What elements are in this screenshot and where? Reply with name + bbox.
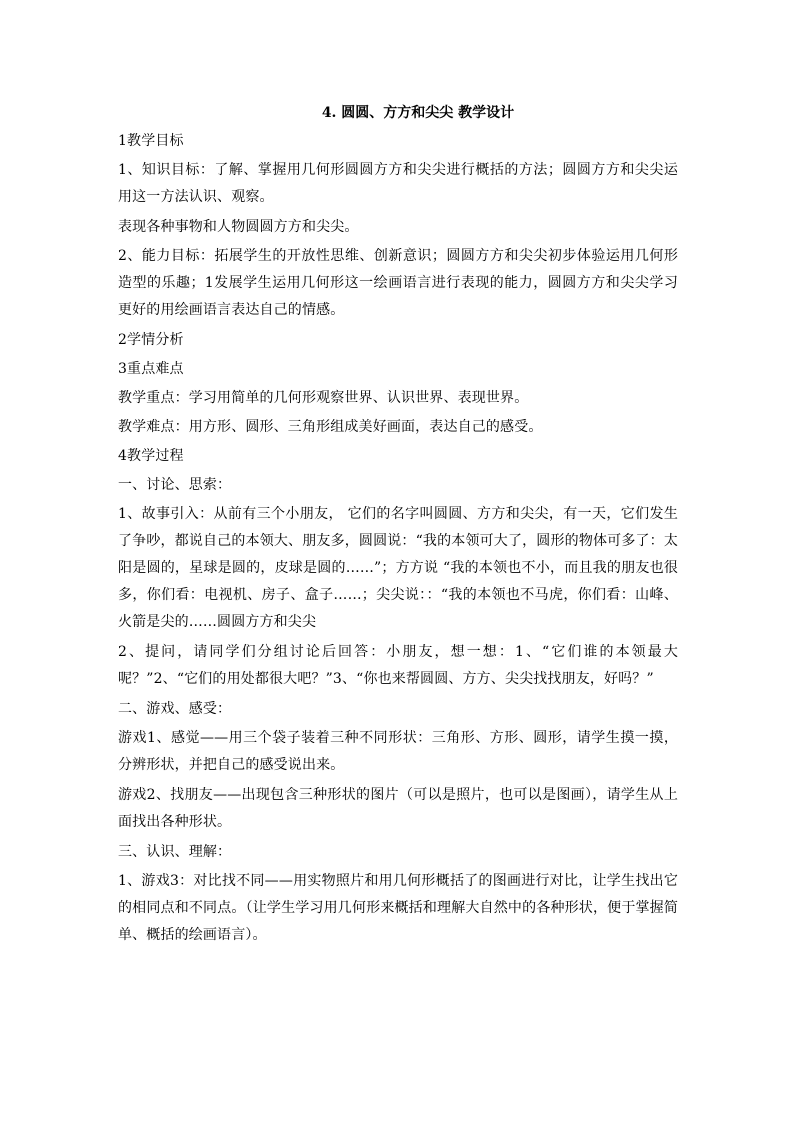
paragraph-game-2: 游戏2、找朋友——出现包含三种形状的图片（可以是照片，也可以是图画），请学生从上面找出各种形状。 (118, 787, 678, 830)
section-heading-analysis: 2学情分析 (118, 332, 184, 348)
paragraph-key-point: 教学重点：学习用简单的几何形观察世界、认识世界、表现世界。 (118, 390, 529, 406)
paragraph-difficulty: 教学难点：用方形、圆形、三角形组成美好画面，表达自己的感受。 (118, 419, 543, 435)
section-heading-process: 4教学过程 (118, 448, 184, 464)
document-title: 4. 圆圆、方方和尖尖 教学设计 (321, 105, 515, 121)
paragraph-game-3: 1、游戏3：对比找不同——用实物照片和用几何形概括了的图画进行对比，让学生找出它的相同点和不同点。（让学生学习用几何形来概括和理解大自然中的各种形状，便于掌握简单、概括的绘画语言）。 (118, 873, 678, 943)
document-page (118, 100, 678, 952)
subheading-discussion: 一、讨论、思索： (118, 477, 232, 493)
paragraph-ability-goal: 2、能力目标：拓展学生的开放性思维、创新意识；圆圆方方和尖尖初步体验运用几何形造型的乐趣；1发展学生运用几何形这一绘画语言进行表现的能力，圆圆方方和尖尖学习更好的用绘画语言表达自己的情感。 (118, 248, 678, 318)
subheading-games: 二、游戏、感受： (118, 701, 232, 717)
paragraph-express-objects: 表现各种事物和人物圆圆方方和尖尖。 (118, 219, 359, 235)
paragraph-game-1: 游戏1、感觉——用三个袋子装着三种不同形状：三角形、方形、圆形，请学生摸一摸，分辨形状，并把自己的感受说出来。 (118, 730, 678, 773)
subheading-understanding: 三、认识、理解： (118, 844, 232, 860)
paragraph-story-intro: 1、故事引入：从前有三个小朋友， 它们的名字叫圆圆、方方和尖尖，有一天，它们发生了争吵，都说自己的本领大、朋友多，圆圆说：“我的本领可大了，圆形的物体可多了：太阳是圆的，星球是圆的，皮球是圆的……”；方方说 “我的本领也不小，而且我的朋友也很多，你们看：电视机、房子、盒子……；尖尖说：：“我的本领也不马虎，你们看：山峰、火箭是尖的……圆圆方方和尖尖 (118, 506, 678, 630)
section-heading-objectives: 1教学目标 (118, 133, 184, 149)
paragraph-questions: 2、提问，请同学们分组讨论后回答：小朋友，想一想：1、“它们谁的本领最大呢？”2、“它们的用处都很大吧？”3、“你也来帮圆圆、方方、尖尖找找朋友，好吗？” (118, 644, 678, 687)
paragraph-knowledge-goal: 1、知识目标：了解、掌握用几何形圆圆方方和尖尖进行概括的方法；圆圆方方和尖尖运用这一方法认识、观察。 (118, 162, 678, 205)
section-heading-key-points: 3重点难点 (118, 361, 184, 377)
